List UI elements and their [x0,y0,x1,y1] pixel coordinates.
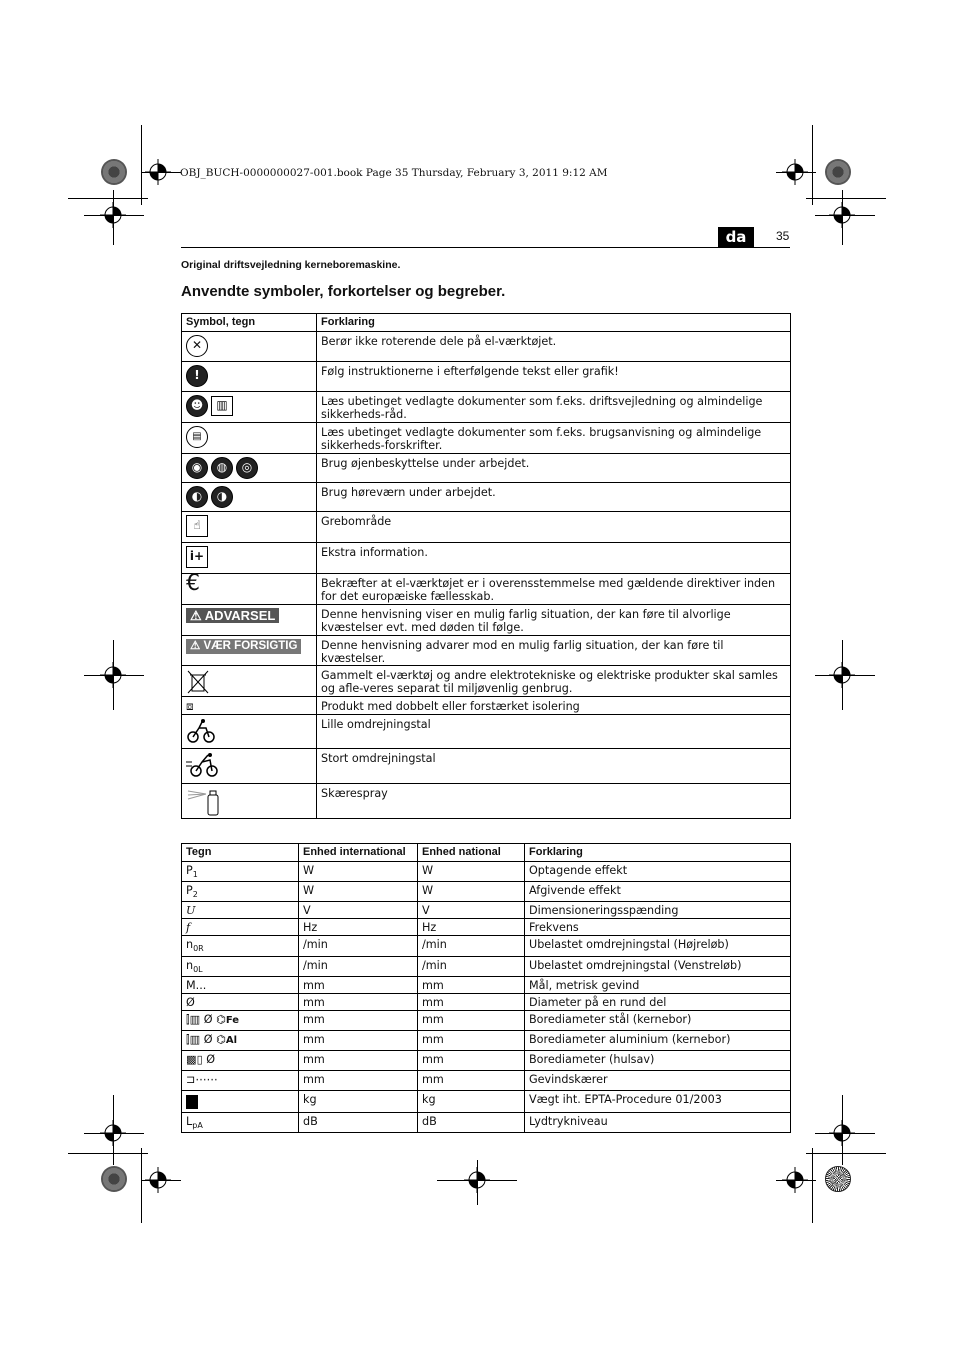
table-row [182,512,791,543]
crosshair-icon [100,1120,126,1146]
info-icon: i+ [186,546,208,568]
ear-plug-icon: ◑ [211,486,233,508]
file-info-header: OBJ_BUCH-0000000027-001.book Page 35 Thursday, February 3, 2011 9:12 AM [180,167,608,179]
column-header: Forklaring [525,844,791,862]
crosshair-icon [145,159,171,185]
crosshair-icon [829,202,855,228]
row-text: Læs ubetinget vedlagte dokumenter som f.eks. driftsvejledning og almindelige sikkerheds-råd. [317,392,791,423]
table-row [182,332,791,362]
row-text: Følg instruktionerne i efterfølgende tekst eller grafik! [317,362,791,392]
slow-bike-icon [186,718,216,744]
table-row [182,784,791,819]
row-text: Grebområde [317,512,791,543]
ear-protection-icon: ◐ [186,486,208,508]
row-text: Ekstra information. [317,543,791,574]
row-text: Læs ubetinget vedlagte dokumenter som f.eks. brugsanvisning og almindelige sikkerheds-forskrifter. [317,423,791,454]
document-title: Original driftsvejledning kerneboremaskine. [181,259,401,271]
column-header: Tegn [182,844,299,862]
table-row: kg kg Vægt iht. EPTA-Procedure 01/2003 [182,1090,791,1112]
table-row: ⊐⋯⋯ mm mm Gevindskærer [182,1070,791,1090]
spray-can-icon [186,787,222,817]
crosshair-icon [782,159,808,185]
table-row: $n_{0L}$ /min /min Ubelastet omdrejningstal (Venstreløb) [182,956,791,976]
read-manual-icon: ▥ [211,396,233,416]
row-text: Stort omdrejningstal [317,749,791,784]
row-text: Produkt med dobbelt eller forstærket isolering [317,697,791,715]
table-row [182,392,791,423]
page-number: 35 [776,229,790,243]
table-row: ⫿▥ Ø ⌬Al mm mm Borediameter aluminium (kernebor) [182,1030,791,1050]
table-row: $L_{pA}$ dB dB Lydtrykniveau [182,1112,791,1132]
table-row: ▩▯ Ø mm mm Borediameter (hulsav) [182,1050,791,1070]
table-header-row [182,314,791,332]
table-row: U V V Dimensioneringsspænding [182,902,791,919]
table-row [182,636,791,666]
table-row: $n_{0R}$ /min /min Ubelastet omdrejningstal (Højreløb) [182,936,791,956]
steel-icon: ⌬ [216,1012,226,1026]
table-row [182,697,791,715]
crosshair-icon [145,1167,171,1193]
table-row: $P_1$ W W Optagende effekt [182,862,791,882]
weight-icon [186,1095,198,1109]
table-row [182,666,791,697]
crosshair-icon [782,1167,808,1193]
no-touch-rotating-icon: ✕ [186,335,208,357]
symbols-table [181,313,791,819]
units-table [181,843,791,1133]
row-text: Brug øjenbeskyttelse under arbejdet. [317,454,791,483]
row-text: Denne henvisning advarer mod en mulig farlig situation, der kan føre til kvæstelser. [317,636,791,666]
row-text: Denne henvisning viser en mulig farlig situation, der kan føre til alvorlige kvæstelser evt. med døden til følge. [317,605,791,636]
table-row [182,574,791,605]
row-text: Berør ikke roterende dele på el-værktøjet. [317,332,791,362]
table-row: f Hz Hz Frekvens [182,919,791,936]
table-row: M... mm mm Mål, metrisk gevind [182,976,791,993]
registration-rosette-icon [825,1166,851,1192]
core-bit-icon: ⫿▥ [186,1032,201,1046]
goggles-icon: ◎ [236,457,258,479]
aluminium-icon: ⌬ [216,1032,226,1046]
crosshair-icon [464,1167,490,1193]
registration-rosette-icon [825,159,851,185]
caution-label: ⚠ VÆR FORSIGTIG [186,639,301,654]
ce-mark-icon: € [186,571,200,596]
language-badge: da [718,227,754,247]
crosshair-icon [829,1120,855,1146]
crosshair-icon [100,662,126,688]
thread-tap-icon: ⊐⋯⋯ [186,1072,218,1086]
registration-rosette-icon [101,159,127,185]
row-text: Gammelt el-værktøj og andre elektrotekniske og elektriske produkter skal samles og afle-veres separat til miljøvenlig genbrug. [317,666,791,697]
header-rule [181,247,790,248]
column-header: Enhed national [418,844,525,862]
fast-bike-icon [186,752,220,778]
table-row: Ø mm mm Diameter på en rund del [182,993,791,1010]
face-shield-icon: ◍ [211,457,233,479]
row-text: Skærespray [317,784,791,819]
double-insulation-icon: ⧈ [186,699,194,713]
table-row [182,715,791,749]
table-row [182,543,791,574]
table-row [182,605,791,636]
read-docs-icon: ▤ [186,426,208,448]
table-row [182,749,791,784]
crosshair-icon [100,202,126,228]
person-reading-icon: ☻ [186,395,208,417]
row-text: Bekræfter at el-værktøjet er i overensstemmelse med gældende direktiver inden for det europæiske fællesskab. [317,574,791,605]
table-row [182,483,791,512]
row-text: Lille omdrejningstal [317,715,791,749]
table-row [182,423,791,454]
column-header: Enhed international [299,844,418,862]
section-title: Anvendte symboler, forkortelser og begreber. [181,283,506,300]
crosshair-icon [829,662,855,688]
row-text: Brug høreværn under arbejdet. [317,483,791,512]
core-bit-icon: ⫿▥ [186,1012,201,1026]
registration-rosette-icon [101,1166,127,1192]
table-row: ⫿▥ Ø ⌬Fe mm mm Borediameter stål (kernebor) [182,1010,791,1030]
hole-saw-icon: ▩▯ [186,1052,203,1066]
table-row [182,454,791,483]
crossed-bin-icon [186,669,210,695]
column-header: Symbol, tegn [182,314,317,332]
table-header-row [182,844,791,862]
eye-protection-icon: ◉ [186,457,208,479]
table-row [182,362,791,392]
exclamation-icon: ! [186,365,208,387]
column-header: Forklaring [317,314,791,332]
grip-area-icon: ☝ [186,515,208,537]
table-row: $P_2$ W W Afgivende effekt [182,882,791,902]
warning-label: ⚠ ADVARSEL [186,608,279,623]
